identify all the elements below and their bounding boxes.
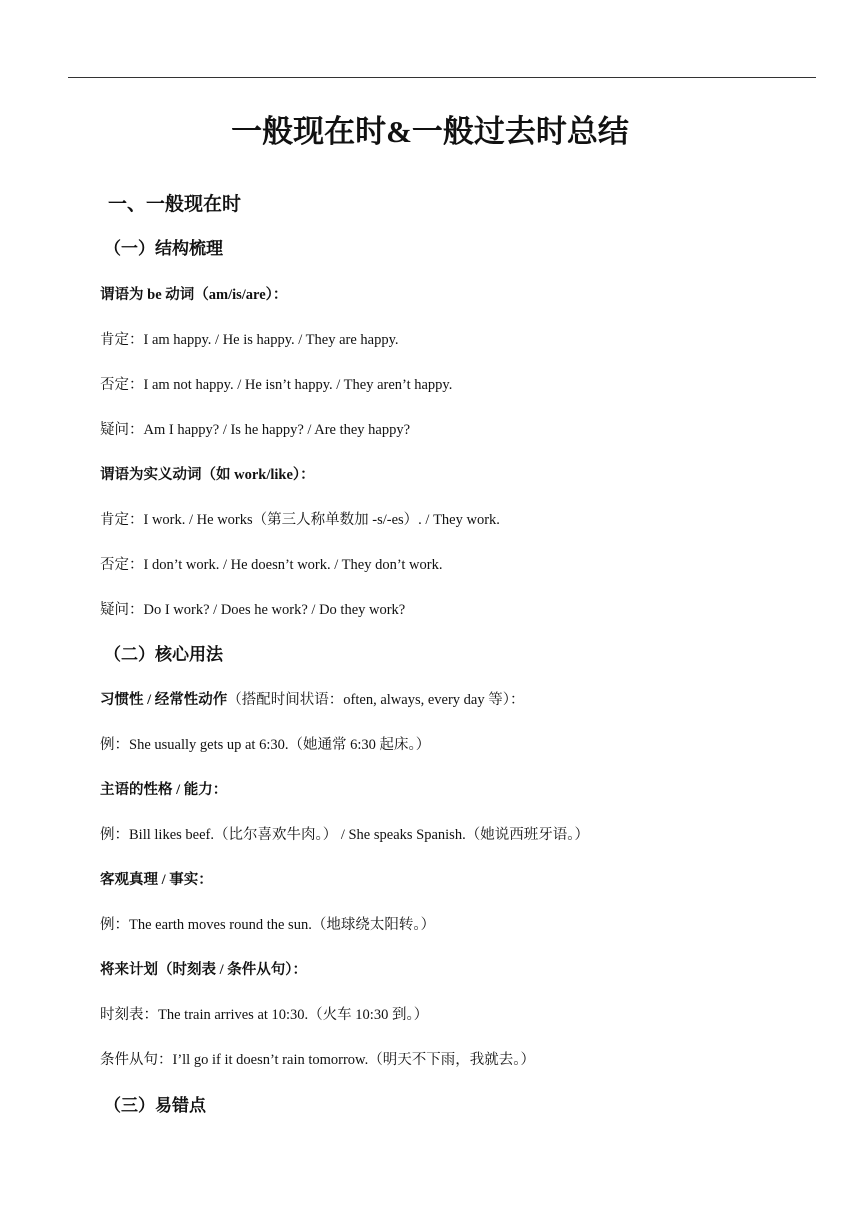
trait-example: 例：Bill likes beef.（比尔喜欢牛肉。） / She speaks Spanish.（她说西班牙语。） bbox=[100, 827, 589, 843]
future-timetable-example: 时刻表：The train arrives at 10:30.（火车 10:30 到。） bbox=[100, 1007, 429, 1023]
verb-negative: 否定：I don’t work. / He doesn’t work. / They don’t work. bbox=[100, 557, 443, 573]
trait-label: 主语的性格 / 能力： bbox=[100, 782, 228, 798]
truth-label: 客观真理 / 事实： bbox=[100, 872, 213, 888]
verb-affirmative: 肯定：I work. / He works（第三人称单数加 -s/-es）. / They work. bbox=[100, 512, 500, 528]
be-affirmative: 肯定：I am happy. / He is happy. / They are happy. bbox=[100, 332, 399, 348]
section-heading-present-simple: 一、一般现在时 bbox=[108, 194, 242, 215]
subheading-common-errors: （三）易错点 bbox=[104, 1096, 206, 1115]
future-label: 将来计划（时刻表 / 条件从句）： bbox=[100, 962, 308, 978]
habit-example: 例：She usually gets up at 6:30.（她通常 6:30 起床。） bbox=[100, 737, 431, 753]
truth-example: 例：The earth moves round the sun.（地球绕太阳转。） bbox=[100, 917, 436, 933]
subheading-core-usage: （二）核心用法 bbox=[104, 645, 223, 664]
be-verb-label: 谓语为 be 动词（am/is/are）： bbox=[100, 287, 288, 303]
future-conditional-example: 条件从句：I’ll go if it doesn’t rain tomorrow.（明天不下雨，我就去。） bbox=[100, 1052, 535, 1068]
habit-note: （搭配时间状语：often, always, every day 等）： bbox=[227, 692, 525, 708]
page-title: 一般现在时&一般过去时总结 bbox=[231, 114, 629, 149]
habit-label: 习惯性 / 经常性动作 bbox=[100, 692, 228, 708]
action-verb-label: 谓语为实义动词（如 work/like）： bbox=[100, 467, 315, 483]
verb-question: 疑问：Do I work? / Does he work? / Do they work? bbox=[100, 602, 406, 618]
subheading-structure: （一）结构梳理 bbox=[104, 239, 223, 258]
be-negative: 否定：I am not happy. / He isn’t happy. / They aren’t happy. bbox=[100, 377, 453, 393]
be-question: 疑问：Am I happy? / Is he happy? / Are they happy? bbox=[100, 422, 411, 438]
habit-line bbox=[100, 690, 524, 710]
header-rule bbox=[68, 77, 816, 78]
